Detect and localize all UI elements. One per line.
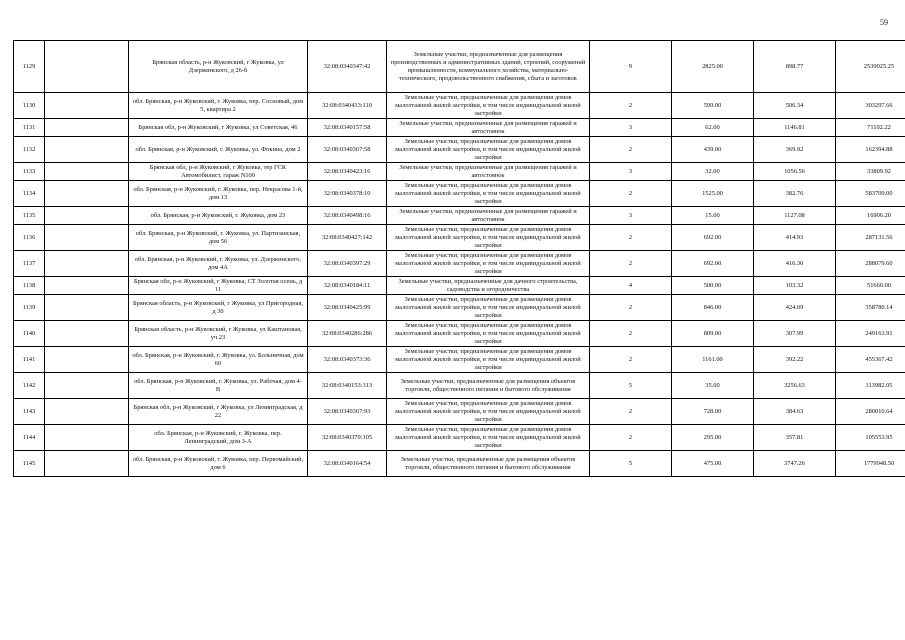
cell-cadastral-number: 32:08:0340286:286	[308, 321, 387, 347]
cell-cadastral-value: 280010.64	[836, 399, 905, 425]
cell-use-group: 2	[590, 225, 672, 251]
cell-number: 1129	[14, 41, 45, 93]
cell-land-use: Земельные участки, предназначенные для размещения домов малоэтажной жилой застройки, в том числе индивидуальной жилой застройки	[387, 425, 590, 451]
cell-cadastral-value: 288079.60	[836, 251, 905, 277]
cell-address: обл. Брянская, р-н Жуковский, г. Жуковка, ул. Рабочая, дом 4-В	[129, 373, 308, 399]
cell-number: 1145	[14, 451, 45, 477]
cell-area: 32.00	[672, 163, 754, 181]
cell-blank	[45, 399, 129, 425]
cell-use-group: 4	[590, 277, 672, 295]
cell-specific-value: 506.34	[754, 93, 836, 119]
cell-blank	[45, 181, 129, 207]
cell-land-use: Земельные участки, предназначенные для размещения гаражей и автостоянок	[387, 119, 590, 137]
cell-land-use: Земельные участки, предназначенные для размещения домов малоэтажной жилой застройки, в том числе индивидуальной жилой застройки	[387, 399, 590, 425]
cell-number: 1140	[14, 321, 45, 347]
cell-land-use: Земельные участки, предназначенные для размещения гаражей и автостоянок	[387, 207, 590, 225]
cell-number: 1130	[14, 93, 45, 119]
cell-specific-value: 1127.08	[754, 207, 836, 225]
cell-number: 1131	[14, 119, 45, 137]
cell-cadastral-value: 1779948.50	[836, 451, 905, 477]
cell-area: 439.00	[672, 137, 754, 163]
cell-cadastral-value: 249163.91	[836, 321, 905, 347]
cell-area: 15.00	[672, 207, 754, 225]
cell-specific-value: 1056.56	[754, 163, 836, 181]
cell-area: 475.00	[672, 451, 754, 477]
table-body	[14, 41, 905, 477]
cell-address: Брянская область, р-н Жуковский, г Жуковка, ул Дзержинского, д 26-б	[129, 41, 308, 93]
cell-number: 1132	[14, 137, 45, 163]
cell-number: 1141	[14, 347, 45, 373]
cell-cadastral-number: 32:08:0340378:10	[308, 181, 387, 207]
cell-address: Брянская область, р-н Жуковский, г Жуковка, ул Каштановая, уч 23	[129, 321, 308, 347]
cell-blank	[45, 277, 129, 295]
cell-use-group: 5	[590, 373, 672, 399]
cell-blank	[45, 347, 129, 373]
cell-cadastral-number: 32:08:0340397:29	[308, 251, 387, 277]
cell-cadastral-value: 303297.66	[836, 93, 905, 119]
cell-address: Брянская обл, р-н Жуковский, г Жуковка, ул Советская, 46	[129, 119, 308, 137]
cell-blank	[45, 373, 129, 399]
cell-use-group: 9	[590, 41, 672, 93]
cell-blank	[45, 119, 129, 137]
cell-area: 692.00	[672, 251, 754, 277]
cell-cadastral-value: 2539025.25	[836, 41, 905, 93]
cell-address: Брянская обл, р-н Жуковский, г Жуковка, СТ Золотая осень, д 11	[129, 277, 308, 295]
cell-cadastral-value: 287131.56	[836, 225, 905, 251]
table-row	[14, 451, 905, 477]
cell-use-group: 2	[590, 321, 672, 347]
cell-number: 1139	[14, 295, 45, 321]
cell-cadastral-value: 113982.05	[836, 373, 905, 399]
cell-area: 500.00	[672, 277, 754, 295]
cell-address: обл. Брянская, р-н Жуковский, г. Жуковка, ул. Дзержинского, дом 4А	[129, 251, 308, 277]
cell-land-use: Земельные участки, предназначенные для размещения домов малоэтажной жилой застройки, в том числе индивидуальной жилой застройки	[387, 295, 590, 321]
cell-cadastral-number: 32:08:0340184:11	[308, 277, 387, 295]
cell-cadastral-value: 71102.22	[836, 119, 905, 137]
table-row	[14, 425, 905, 451]
cell-cadastral-number: 32:08:0340347:42	[308, 41, 387, 93]
cell-number: 1133	[14, 163, 45, 181]
cell-use-group: 2	[590, 251, 672, 277]
cell-cadastral-number: 32:08:0340164:54	[308, 451, 387, 477]
cell-blank	[45, 295, 129, 321]
page-number: 59	[880, 18, 888, 27]
table-row	[14, 163, 905, 181]
cell-blank	[45, 163, 129, 181]
cell-use-group: 2	[590, 347, 672, 373]
cell-address: Брянская обл, р-н Жуковский, г Жуковка, ул Ленинградская, д 22	[129, 399, 308, 425]
cell-address: обл. Брянская, р-н Жуковский, г. Жуковка, дом 23	[129, 207, 308, 225]
cell-area: 728.00	[672, 399, 754, 425]
cell-specific-value: 416.30	[754, 251, 836, 277]
cell-specific-value: 1146.81	[754, 119, 836, 137]
cell-blank	[45, 425, 129, 451]
table-row	[14, 181, 905, 207]
cell-cadastral-value: 162394.88	[836, 137, 905, 163]
table-row	[14, 399, 905, 425]
cell-land-use: Земельные участки, предназначенные для размещения домов малоэтажной жилой застройки, в том числе индивидуальной жилой застройки	[387, 137, 590, 163]
cell-land-use: Земельные участки, предназначенные для размещения домов малоэтажной жилой застройки, в том числе индивидуальной жилой застройки	[387, 251, 590, 277]
table-row	[14, 207, 905, 225]
cell-cadastral-number: 32:08:0340367:93	[308, 399, 387, 425]
cell-use-group: 2	[590, 93, 672, 119]
cell-specific-value: 3256.63	[754, 373, 836, 399]
cell-blank	[45, 41, 129, 93]
cell-area: 692.00	[672, 225, 754, 251]
cell-use-group: 2	[590, 181, 672, 207]
cell-land-use: Земельные участки, предназначенные для размещения домов малоэтажной жилой застройки, в том числе индивидуальной жилой застройки	[387, 347, 590, 373]
cell-land-use: Земельные участки, предназначенные для размещения домов малоэтажной жилой застройки, в том числе индивидуальной жилой застройки	[387, 321, 590, 347]
cell-cadastral-number: 32:08:0340370:105	[308, 425, 387, 451]
cell-number: 1135	[14, 207, 45, 225]
cell-cadastral-number: 32:08:0340367:58	[308, 137, 387, 163]
table-row	[14, 277, 905, 295]
cell-specific-value: 382.76	[754, 181, 836, 207]
table-row	[14, 295, 905, 321]
cell-blank	[45, 225, 129, 251]
cell-number: 1143	[14, 399, 45, 425]
cell-specific-value: 357.81	[754, 425, 836, 451]
cell-blank	[45, 251, 129, 277]
cell-use-group: 2	[590, 425, 672, 451]
cell-number: 1144	[14, 425, 45, 451]
cell-land-use: Земельные участки, предназначенные для размещения гаражей и автостоянок	[387, 163, 590, 181]
table-row	[14, 225, 905, 251]
cell-use-group: 3	[590, 119, 672, 137]
cell-use-group: 3	[590, 163, 672, 181]
cell-address: Брянская область, р-н Жуковский, г Жуковка, ул Пригородная, д 30	[129, 295, 308, 321]
cell-specific-value: 392.22	[754, 347, 836, 373]
cell-land-use: Земельные участки, предназначенные для размещения домов малоэтажной жилой застройки, в том числе индивидуальной жилой застройки	[387, 225, 590, 251]
cell-cadastral-value: 358780.14	[836, 295, 905, 321]
cell-cadastral-number: 32:08:0340425:99	[308, 295, 387, 321]
table-row	[14, 321, 905, 347]
cell-cadastral-value: 455367.42	[836, 347, 905, 373]
cell-area: 846.00	[672, 295, 754, 321]
cell-land-use: Земельные участки, предназначенные для размещения домов малоэтажной жилой застройки, в том числе индивидуальной жилой застройки	[387, 93, 590, 119]
cell-area: 1525.00	[672, 181, 754, 207]
cell-specific-value: 307.99	[754, 321, 836, 347]
cell-blank	[45, 451, 129, 477]
cell-cadastral-number: 32:08:0340423:16	[308, 163, 387, 181]
cell-specific-value: 369.92	[754, 137, 836, 163]
cell-address: обл. Брянская, р-н Жуковский, г. Жуковка, ул. Больничная, дом 60	[129, 347, 308, 373]
cell-cadastral-number: 32:08:0340373:36	[308, 347, 387, 373]
cell-land-use: Земельные участки, предназначенные для размещения домов малоэтажной жилой застройки, в том числе индивидуальной жилой застройки	[387, 181, 590, 207]
cell-area: 35.00	[672, 373, 754, 399]
cell-area: 295.00	[672, 425, 754, 451]
table-row	[14, 119, 905, 137]
cell-cadastral-value: 583709.00	[836, 181, 905, 207]
cell-number: 1137	[14, 251, 45, 277]
cell-use-group: 2	[590, 295, 672, 321]
cell-cadastral-number: 32:08:0340153:313	[308, 373, 387, 399]
cell-blank	[45, 137, 129, 163]
cell-land-use: Земельные участки, предназначенные для дачного строительства, садоводства и огородничества	[387, 277, 590, 295]
cell-land-use: Земельные участки, предназначенные для размещения объектов торговли, общественного питания и бытового обслуживания	[387, 373, 590, 399]
cell-address: обл. Брянская, р-н Жуковский, г. Жуковка, пер. Первомайский, дом 6	[129, 451, 308, 477]
cell-area: 2825.00	[672, 41, 754, 93]
cell-cadastral-value: 51660.00	[836, 277, 905, 295]
cell-area: 1161.00	[672, 347, 754, 373]
cell-blank	[45, 321, 129, 347]
cell-use-group: 2	[590, 399, 672, 425]
cell-cadastral-value: 105553.95	[836, 425, 905, 451]
cell-cadastral-value: 16906.20	[836, 207, 905, 225]
cell-land-use: Земельные участки, предназначенные для размещения объектов торговли, общественного питания и бытового обслуживания	[387, 451, 590, 477]
cell-cadastral-number: 32:08:0340433:110	[308, 93, 387, 119]
cell-blank	[45, 207, 129, 225]
cell-number: 1142	[14, 373, 45, 399]
cell-blank	[45, 93, 129, 119]
cell-number: 1134	[14, 181, 45, 207]
cell-specific-value: 424.09	[754, 295, 836, 321]
cell-specific-value: 103.32	[754, 277, 836, 295]
cell-use-group: 5	[590, 451, 672, 477]
cell-specific-value: 384.63	[754, 399, 836, 425]
cell-specific-value: 898.77	[754, 41, 836, 93]
cell-number: 1138	[14, 277, 45, 295]
cell-cadastral-number: 32:08:0340157:58	[308, 119, 387, 137]
cell-address: обл. Брянская, р-н Жуковский, г. Жуковка, ул. Фокина, дом 2	[129, 137, 308, 163]
cell-land-use: Земельные участки, предназначенные для размещения производственных и административных зданий, строений, сооружений промышленности, коммунального хозяйства, материально-технического, продовольственного снабжения, сбыта и заготовок	[387, 41, 590, 93]
cell-address: Брянская обл, р-н Жуковский, г Жуковка, тер ГСК Автомобилист, гараж N100	[129, 163, 308, 181]
cell-use-group: 3	[590, 207, 672, 225]
cell-cadastral-number: 32:08:0340427:142	[308, 225, 387, 251]
table-row	[14, 137, 905, 163]
cell-area: 599.00	[672, 93, 754, 119]
table-row	[14, 93, 905, 119]
cell-number: 1136	[14, 225, 45, 251]
cell-address: обл. Брянская, р-н Жуковский, г. Жуковка, пер. Сосновый, дом 5, квартира 2	[129, 93, 308, 119]
table-row	[14, 251, 905, 277]
cell-use-group: 2	[590, 137, 672, 163]
table-row	[14, 347, 905, 373]
table-row	[14, 41, 905, 93]
cell-specific-value: 3747.26	[754, 451, 836, 477]
cell-cadastral-value: 33809.92	[836, 163, 905, 181]
cell-specific-value: 414.93	[754, 225, 836, 251]
cell-cadastral-number: 32:08:0340498:16	[308, 207, 387, 225]
cell-address: обл. Брянская, р-н Жуковский, г. Жуковка, пер. Ленинградский, дом 3-А	[129, 425, 308, 451]
table-row	[14, 373, 905, 399]
land-registry-table	[13, 40, 905, 477]
cell-address: обл. Брянская, р-н Жуковский, г. Жуковка, ул. Партизанская, дом 56	[129, 225, 308, 251]
cell-area: 62.00	[672, 119, 754, 137]
cell-area: 809.00	[672, 321, 754, 347]
cell-address: обл. Брянская, р-н Жуковский, г. Жуковка, пер. Некрасова 1-й, дом 13	[129, 181, 308, 207]
